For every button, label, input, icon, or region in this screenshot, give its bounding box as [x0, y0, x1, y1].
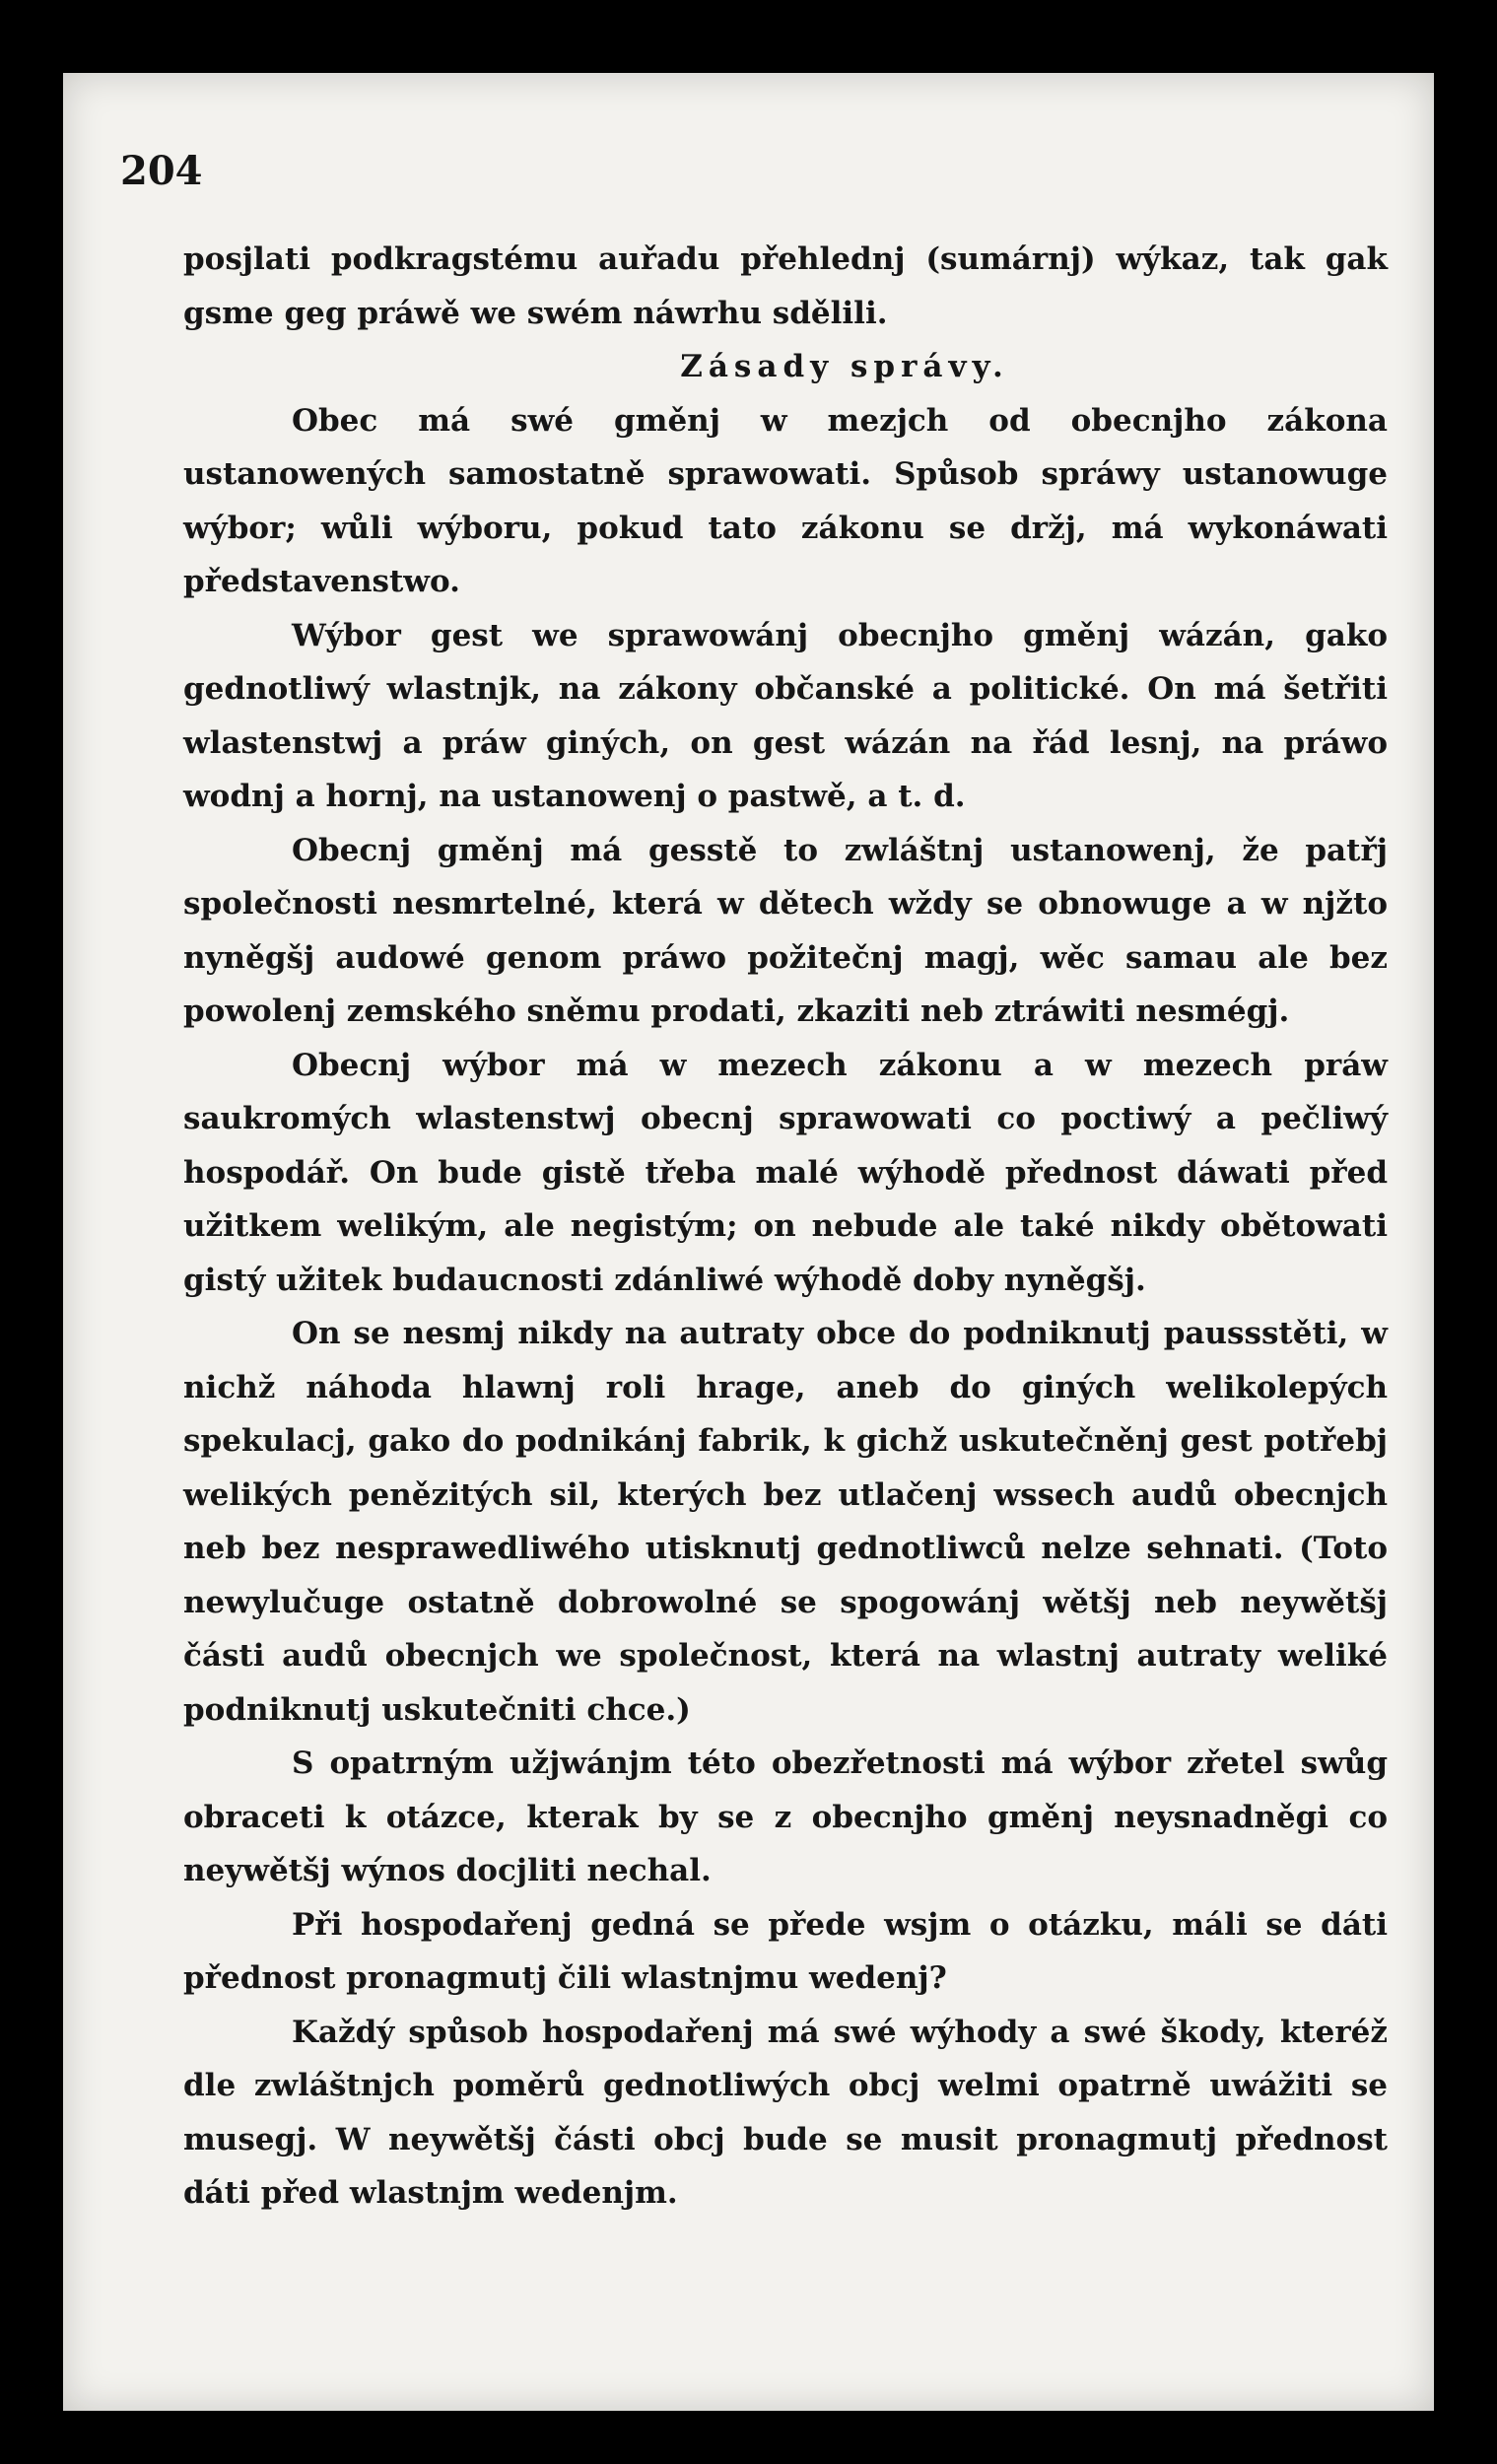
paragraph-8: Každý spůsob hospodařenj má swé wýhody a swé škody, kteréž dle zwláštnjch poměrů gednotliwých obcj welmi opatrně uwážiti se musegj. W neywětšj části obcj bude se musit pronagmutj přednost dáti před wlastnjm wedenjm.	[183, 2014, 1388, 2211]
paragraph-4: Obecnj wýbor má w mezech zákonu a w mezech práw saukromých wlastenstwj obecnj sprawowati co poctiwý a pečliwý hospodář. On bude gistě třeba malé wýhodě přednost dáwati před užitkem welikým, ale negistým; on nebude ale také nikdy obětowati gistý užitek budaucnosti zdánliwé wýhodě doby nyněgšj.	[183, 1047, 1388, 1298]
paragraph-2: Wýbor gest we sprawowánj obecnjho gměnj wázán, gako gednotliwý wlastnjk, na zákony občanské a politické. On má šetřiti wlastenstwj a práw giných, on gest wázán na řád lesnj, na práwo wodnj a hornj, na ustanowenj o pastwě, a t. d.	[183, 617, 1388, 814]
paragraph-1: Obec má swé gměnj w mezjch od obecnjho zákona ustanowených samostatně sprawowati. Spůsob spráwy ustanowuge wýbor; wůli wýboru, pokud tato zákonu se držj, má wykonáwati představenstwo.	[183, 402, 1388, 599]
page-number: 204	[120, 148, 203, 194]
paragraph-3: Obecnj gměnj má gesstě to zwláštnj ustanowenj, že patřj společnosti nesmrtelné, která w dětech wždy se obnowuge a w njžto nyněgšj audowé genom práwo požitečnj magj, wěc samau ale bez powolenj zemského sněmu prodati, zkaziti neb ztráwiti nesmégj.	[183, 832, 1388, 1029]
paragraph-7: Při hospodařenj gedná se přede wsjm o otázku, máli se dáti přednost pronagmutj čili wlastnjmu wedenj?	[183, 1906, 1388, 1996]
paragraph-6: S opatrným užjwánjm této obezřetnosti má wýbor zřetel swůg obraceti k otázce, kterak by se z obecnjho gměnj neysnadněgi co neywětšj wýnos docjliti nechal.	[183, 1745, 1388, 1888]
paragraph-5: On se nesmj nikdy na autraty obce do podniknutj paussstěti, w nichž náhoda hlawnj roli hrage, aneb do giných welikolepých spekulacj, gako do podnikánj fabrik, k gichž uskutečněnj gest potřebj welikých penězitých sil, kterých bez utlačenj wssech audů obecnjch neb bez nesprawedliwého utisknutj gednotliwců nelze sehnati. (Toto newylučuge ostatně dobrowolné se spogowánj wětšj neb neywětšj části audů obecnjch we společnost, která na wlastnj autraty weliké podniknutj uskutečniti chce.)	[183, 1316, 1388, 1728]
body-text	[183, 233, 1388, 2221]
intro-paragraph: posjlati podkragstému auřadu přehlednj (sumárnj) wýkaz, tak gak gsme geg práwě we swém náwrhu sdělili.	[183, 241, 1388, 331]
section-heading: Zásady správy.	[680, 349, 1009, 384]
